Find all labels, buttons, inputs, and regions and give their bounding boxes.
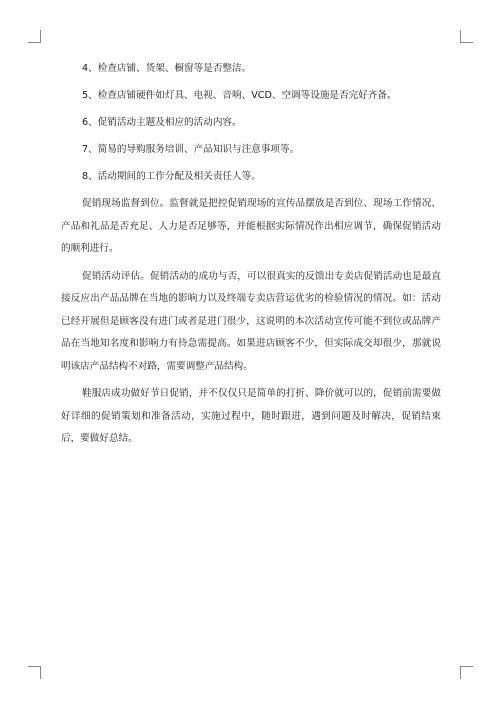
crop-mark-top-left	[28, 30, 41, 43]
paragraph-conclusion: 鞋服店成功做好节日促销，并不仅仅只是简单的打折、降价就可以的，促销前需要做好详细的促销策划和准备活动，实施过程中，随时跟进，遇到问题及时解决，促销结束后，要做好总结。	[61, 388, 441, 444]
crop-mark-bottom-left	[28, 666, 41, 679]
list-item-7: 7、简易的导购服务培训、产品知识与注意事项等。	[82, 144, 300, 155]
list-item-8: 8、活动期间的工作分配及相关责任人等。	[82, 171, 261, 182]
crop-mark-top-right	[460, 30, 473, 43]
list-item-6: 6、促销活动主题及相应的活动内容。	[82, 117, 242, 128]
paragraph-evaluation: 促销活动评估。促销活动的成功与否，可以很真实的反馈出专卖店促销活动也是最直接反应出产品品牌在当地的影响力以及终端专卖店营运优劣的检验情况的情况。如：活动已经开展但是顾客没有进门或者是进门很少，这说明的本次活动宣传可能不到位或品牌产品在当地知名度和影响力有待急需提高。如果进店顾客不少，但实际成交却很少，那就说明该店产品结构不对路，需要调整产品结构。	[61, 270, 441, 372]
list-item-5: 5、检查店铺硬件如灯具、电视、音响、VCD、空调等设施是否完好齐备。	[82, 90, 397, 101]
list-item-4: 4、检查店铺、货架、橱窗等是否整洁。	[82, 63, 252, 74]
crop-mark-bottom-right	[460, 666, 473, 679]
paragraph-supervision: 促销现场监督到位。监督就是把控促销现场的宣传品摆放是否到位、现场工作情况、产品和礼品是否充足、人力是否足够等，并能根据实际情况作出相应调节，确保促销活动的顺利进行。	[61, 198, 441, 254]
document-body	[61, 62, 441, 451]
